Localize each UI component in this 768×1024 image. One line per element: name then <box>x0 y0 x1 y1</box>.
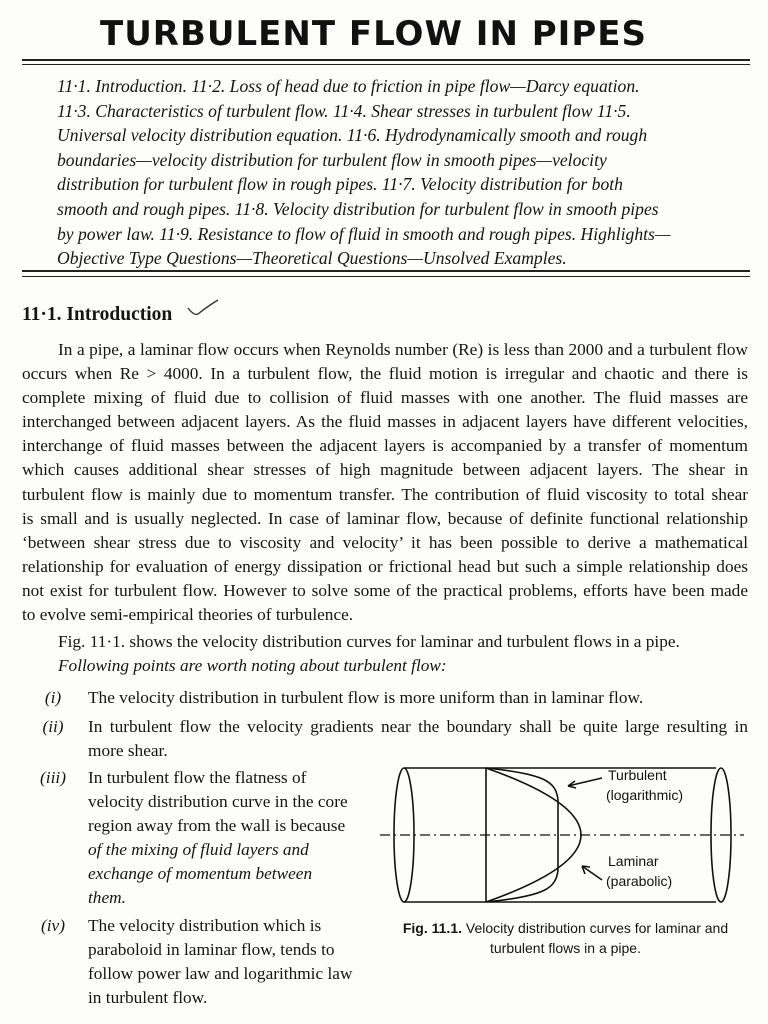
list-item <box>22 914 362 1014</box>
contents-line: smooth and rough pipes. 11·8. Velocity distribution for turbulent flow in smooth pipes <box>57 198 659 219</box>
list-item-number: (i) <box>44 688 62 707</box>
list-item-number: (iv) <box>41 916 65 935</box>
intro-line: is small and is usually neglected. In case of laminar flow, because of definite functional relationship <box>22 508 748 528</box>
section-heading: 11·1. Introduction <box>22 304 173 325</box>
intro-line: complete mixing of fluid due to collision of fluid masses with one another. The fluid masses are <box>22 388 748 408</box>
list-item-text: paraboloid in laminar flow, tends to <box>88 940 335 959</box>
fig-ref-paragraph <box>22 630 748 678</box>
top-rule-thin <box>22 64 750 65</box>
laminar-label-2: (parabolic) <box>606 873 673 889</box>
list-item-text: In turbulent flow the velocity gradients near the boundary shall be quite large resulting in <box>88 717 748 736</box>
fig-ref-line: Fig. 11·1. shows the velocity distribution curves for laminar and turbulent flows in a pipe. <box>58 632 680 651</box>
intro-paragraph <box>22 338 748 627</box>
list-item-text: exchange of momentum between <box>88 864 313 883</box>
page-title: TURBULENT FLOW IN PIPES <box>100 14 647 54</box>
contents-line: 11·1. Introduction. 11·2. Loss of head due to friction in pipe flow—Darcy equation. <box>57 76 640 96</box>
list-item-text: in turbulent flow. <box>88 988 208 1007</box>
list-item <box>22 715 748 765</box>
bottom-rule-thin <box>22 276 750 277</box>
list-item-text: The velocity distribution in turbulent flow is more uniform than in laminar flow. <box>88 688 644 707</box>
list-item <box>22 766 362 912</box>
velocity-distribution-figure <box>376 760 748 920</box>
checkmark-icon <box>186 298 220 320</box>
intro-line: which causes additional shear stresses of high magnitude between adjacent layers. The shear in <box>22 460 748 480</box>
intro-line: occurs when Re > 4000. In a turbulent flow, the fluid motion is irregular and chaotic and there is <box>22 364 748 384</box>
list-item-text: of the mixing of fluid layers and <box>88 840 309 859</box>
intro-line: to evolve semi-empirical theories of turbulence. <box>22 605 354 625</box>
figure-caption-text: Velocity distribution curves for laminar and turbulent flows in a pipe. <box>465 920 729 956</box>
contents-line: distribution for turbulent flow in rough pipes. 11·7. Velocity distribution for both <box>57 174 623 195</box>
list-item-text: The velocity distribution which is <box>88 916 322 935</box>
contents-line: 11·3. Characteristics of turbulent flow. 11·4. Shear stresses in turbulent flow 11·5. <box>57 100 631 121</box>
turbulent-label-1: Turbulent <box>608 767 667 783</box>
list-item-text: more shear. <box>88 741 168 760</box>
figure-caption-number: Fig. 11.1. <box>402 920 462 936</box>
list-item-text: region away from the wall is because <box>88 816 346 835</box>
contents-line: Objective Type Questions—Theoretical Questions—Unsolved Examples. <box>57 248 567 269</box>
list-item-text: In turbulent flow the flatness of <box>88 768 307 787</box>
intro-line: interchange of fluid masses between the adjacent layers is accompanied by a transfer of momentum <box>22 436 748 456</box>
list-item-text: velocity distribution curve in the core <box>88 792 348 811</box>
list-item-text: follow power law and logarithmic law <box>88 964 353 983</box>
bottom-rule <box>22 270 750 272</box>
list-item-number: (iii) <box>40 768 66 787</box>
intro-line: turbulent flow is mainly due to momentum transfer. The contribution of fluid viscosity to total shear <box>22 484 748 504</box>
laminar-label-1: Laminar <box>608 853 659 869</box>
figure-caption <box>383 918 748 958</box>
list-item-text: them. <box>88 888 126 907</box>
contents-line: boundaries—velocity distribution for turbulent flow in smooth pipes—velocity <box>57 149 607 170</box>
top-rule <box>22 59 750 61</box>
list-item-number: (ii) <box>42 717 64 736</box>
turbulent-label-2: (logarithmic) <box>606 787 684 803</box>
chapter-contents <box>57 74 729 271</box>
contents-line: by power law. 11·9. Resistance to flow of fluid in smooth and rough pipes. Highlights— <box>57 223 671 244</box>
intro-line: relationship for evaluation of energy dissipation or frictional head but such a simple relationship does <box>22 556 748 576</box>
intro-line: ‘between shear stress due to viscosity and velocity’ it has been possible to derive a mathematical <box>22 532 748 552</box>
intro-line: interchanged between adjacent layers. As the fluid masses in adjacent layers have different velocities, <box>22 412 748 432</box>
points-intro: Following points are worth noting about turbulent flow: <box>58 656 447 676</box>
intro-line: not exist for turbulent flow. However to solve some of the practical problems, efforts have been made <box>22 580 748 600</box>
intro-line: In a pipe, a laminar flow occurs when Reynolds number (Re) is less than 2000 and a turbulent flow <box>58 340 748 359</box>
contents-line: Universal velocity distribution equation. 11·6. Hydrodynamically smooth and rough <box>57 125 648 146</box>
